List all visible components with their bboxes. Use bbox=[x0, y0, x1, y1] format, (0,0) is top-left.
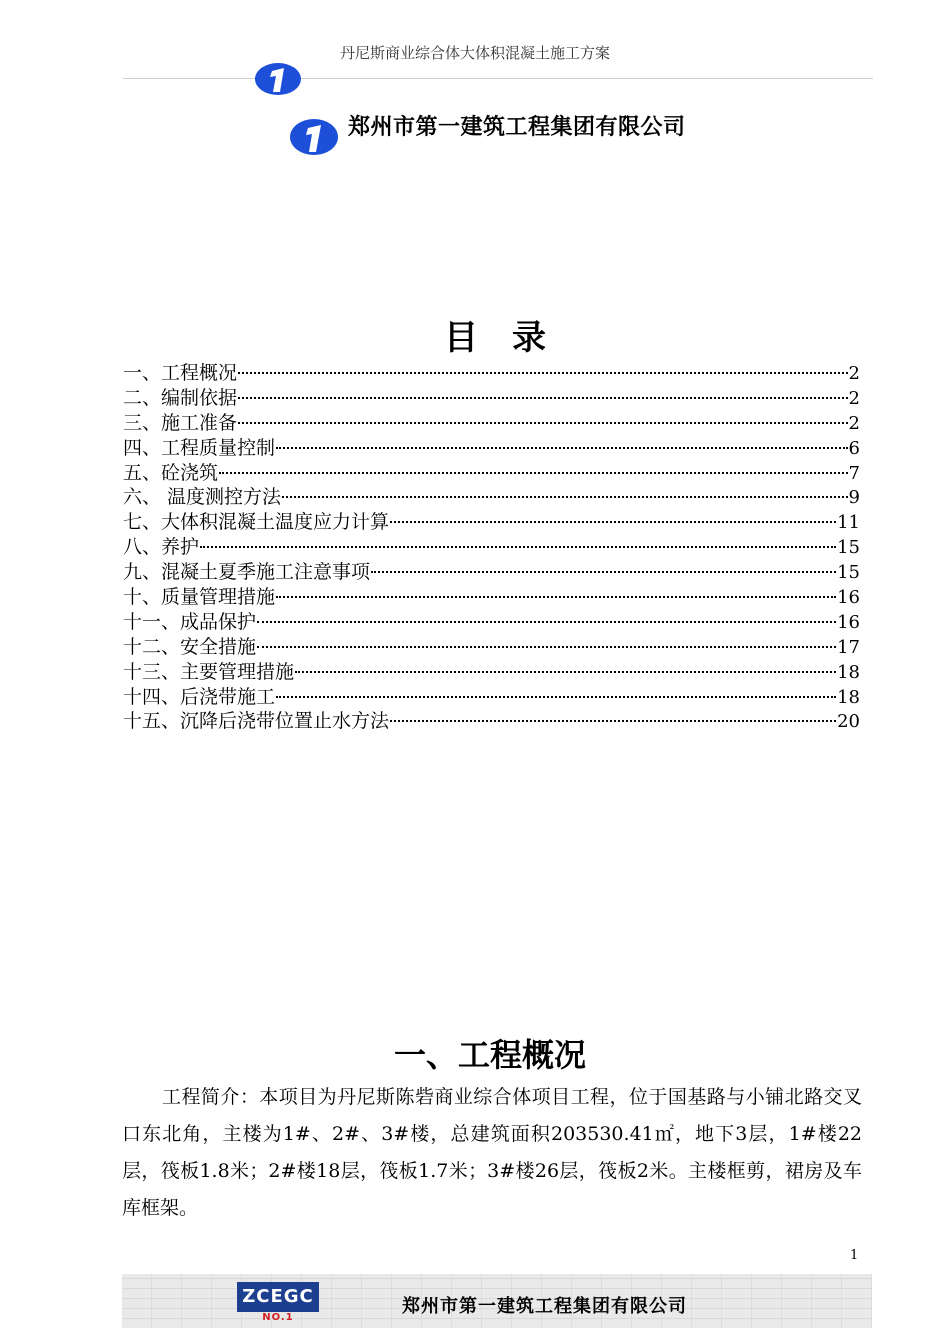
header-divider bbox=[123, 78, 873, 79]
toc-leader-dots bbox=[238, 372, 848, 374]
toc-entry-label: 六、 温度测控方法 bbox=[123, 486, 282, 509]
toc-entry-page: 17 bbox=[837, 636, 860, 658]
toc-entry[interactable] bbox=[123, 535, 860, 560]
toc-entry-page: 20 bbox=[837, 711, 860, 733]
toc-entry[interactable] bbox=[123, 361, 860, 386]
toc-entry-label: 九、混凝土夏季施工注意事项 bbox=[123, 561, 371, 584]
toc-leader-dots bbox=[238, 397, 848, 399]
toc-entry-label: 三、施工准备 bbox=[123, 411, 238, 434]
toc-leader-dots bbox=[390, 521, 836, 523]
toc-entry-page: 18 bbox=[837, 686, 860, 708]
toc-leader-dots bbox=[282, 496, 848, 498]
toc-entry[interactable] bbox=[123, 660, 860, 685]
toc-entry[interactable] bbox=[123, 610, 860, 635]
toc-entry-label: 十、质量管理措施 bbox=[123, 586, 276, 609]
toc-entry[interactable] bbox=[123, 585, 860, 610]
toc-leader-dots bbox=[295, 671, 836, 673]
toc-entry-label: 一、工程概况 bbox=[123, 362, 238, 384]
page-number: 1 bbox=[850, 1248, 859, 1263]
toc-entry-page: 2 bbox=[848, 412, 860, 434]
toc-entry-label: 十三、主要管理措施 bbox=[123, 660, 295, 683]
company-logo-icon bbox=[289, 118, 339, 156]
table-of-contents bbox=[123, 361, 860, 734]
toc-leader-dots bbox=[200, 546, 836, 548]
running-header-title: 丹尼斯商业综合体大体积混凝土施工方案 bbox=[339, 44, 610, 62]
footer-logo: ZCEGC bbox=[237, 1282, 319, 1312]
toc-entry-page: 18 bbox=[837, 661, 860, 683]
toc-entry-label: 五、砼浇筑 bbox=[123, 461, 219, 484]
company-title: 郑州市第一建筑工程集团有限公司 bbox=[348, 115, 686, 140]
toc-entry[interactable] bbox=[123, 436, 860, 461]
toc-leader-dots bbox=[276, 596, 836, 598]
toc-entry-page: 9 bbox=[848, 487, 860, 509]
toc-entry-label: 十二、安全措施 bbox=[123, 635, 257, 658]
toc-leader-dots bbox=[257, 621, 836, 623]
toc-entry[interactable] bbox=[123, 386, 860, 411]
toc-entry[interactable] bbox=[123, 560, 860, 585]
toc-entry-label: 八、养护 bbox=[123, 536, 200, 559]
section-heading: 一、工程概况 bbox=[393, 1036, 586, 1074]
toc-entry[interactable] bbox=[123, 709, 860, 734]
toc-entry-page: 7 bbox=[848, 462, 860, 484]
toc-title: 目 录 bbox=[444, 318, 546, 358]
toc-entry[interactable] bbox=[123, 461, 860, 486]
toc-entry-label: 四、工程质量控制 bbox=[123, 436, 276, 459]
toc-entry[interactable] bbox=[123, 685, 860, 710]
toc-entry[interactable] bbox=[123, 485, 860, 510]
toc-entry-page: 2 bbox=[848, 387, 860, 409]
toc-leader-dots bbox=[390, 720, 836, 722]
toc-leader-dots bbox=[238, 422, 848, 424]
toc-entry-label: 七、大体积混凝土温度应力计算 bbox=[123, 511, 390, 534]
toc-entry-label: 十五、沉降后浇带位置止水方法 bbox=[123, 710, 390, 733]
toc-leader-dots bbox=[371, 571, 836, 573]
toc-leader-dots bbox=[276, 696, 836, 698]
toc-entry-page: 16 bbox=[837, 611, 860, 633]
toc-entry-page: 15 bbox=[837, 537, 860, 559]
toc-entry-page: 6 bbox=[848, 437, 860, 459]
toc-leader-dots bbox=[257, 646, 836, 648]
toc-entry-label: 十一、成品保护 bbox=[123, 610, 257, 633]
toc-entry[interactable] bbox=[123, 510, 860, 535]
toc-entry-page: 2 bbox=[848, 363, 860, 384]
toc-leader-dots bbox=[276, 447, 848, 449]
footer-company-name: 郑州市第一建筑工程集团有限公司 bbox=[402, 1296, 687, 1317]
footer-logo-subtext: NO.1 bbox=[262, 1312, 294, 1323]
toc-entry-page: 15 bbox=[837, 562, 860, 584]
toc-entry[interactable] bbox=[123, 635, 860, 660]
section-paragraph: 工程简介：本项目为丹尼斯陈砦商业综合体项目工程，位于国基路与小铺北路交叉口东北角，主楼为1#、2#、3#楼，总建筑面积203530.41㎡，地下3层，1#楼22层，筏板1.8米；2#楼18层，筏板1.7米；3#楼26层，筏板2米。主楼框剪，裙房及车库框架。 bbox=[122, 1086, 862, 1219]
company-logo-icon bbox=[254, 62, 302, 96]
toc-entry-label: 二、编制依据 bbox=[123, 386, 238, 409]
toc-entry-page: 11 bbox=[837, 512, 860, 534]
toc-entry[interactable] bbox=[123, 411, 860, 436]
toc-leader-dots bbox=[219, 472, 848, 474]
toc-entry-label: 十四、后浇带施工 bbox=[123, 685, 276, 708]
toc-entry-page: 16 bbox=[837, 587, 860, 609]
